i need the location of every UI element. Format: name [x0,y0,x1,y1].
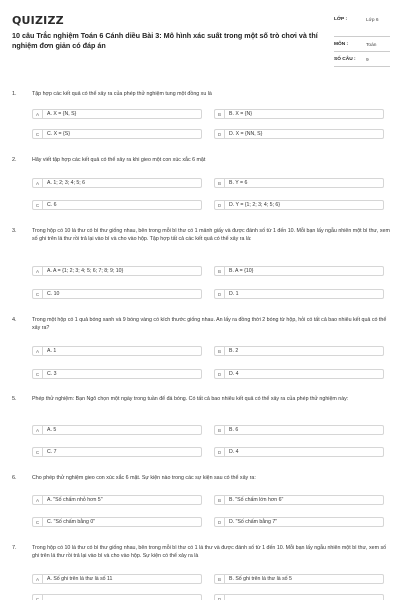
option-4d[interactable]: D D. 4 [214,369,384,379]
meta-divider [334,51,390,52]
option-6a[interactable]: A A. "Số chấm nhỏ hơn 5" [32,495,202,505]
question-number: 6. [12,475,17,481]
question-text: Tập hợp các kết quả có thể xảy ra của phép thử nghiệm tung một đồng xu là [32,91,212,97]
meta-key-class: LỚP : [334,17,348,22]
option-4c[interactable]: C C. 3 [32,369,202,379]
option-1a[interactable]: A A. X = {N, S} [32,109,202,119]
question-number: 1. [12,91,17,97]
meta-key-subject: MÔN : [334,42,349,47]
meta-divider [334,66,390,67]
meta-key-count: SỐ CÂU : [334,57,356,62]
option-7d[interactable]: D [214,594,384,600]
worksheet-title: 10 câu Trắc nghiệm Toán 6 Cánh diều Bài 3: Mô hình xác suất trong một số trò chơi và thí nghiệm đơn giản có đáp án [12,31,318,50]
option-5a[interactable]: A A. 5 [32,425,202,435]
question-text: Trong hộp có 10 lá thư có bì thư giống nhau, bên trong mỗi bì thư có 1 lá thư và được đánh số từ 1 đến 10. Mỗi bạn lấy ngẫu nhiên một bì thư, xem số ghi trên lá thư rồi trả lại vào bì và cho vào hộp. Sự kiện có thể xảy ra là [32,545,387,559]
question-number: 5. [12,396,17,402]
question-text: Hãy viết tập hợp các kết quả có thể xảy ra khi gieo một con xúc xắc 6 mặt [32,157,206,163]
worksheet-header [0,0,400,80]
option-2c[interactable]: C C. 6 [32,200,202,210]
question-number: 4. [12,317,17,323]
option-5d[interactable]: D D. 4 [214,447,384,457]
option-1d[interactable]: D D. X = {NN, S} [214,129,384,139]
meta-divider [334,36,390,37]
option-2b[interactable]: B B. Y = 6 [214,178,384,188]
question-number: 3. [12,228,17,234]
option-6b[interactable]: B B. "Số chấm lớn hơn 6" [214,495,384,505]
question-text: Cho phép thử nghiệm gieo con xúc xắc 6 mặt. Sự kiện nào trong các sự kiện sau có thể xảy ra: [32,475,256,481]
question-number: 7. [12,545,17,551]
option-2a[interactable]: A A. 1; 2; 3; 4; 5; 6 [32,178,202,188]
option-2d[interactable]: D D. Y = {1; 2; 3; 4; 5; 6} [214,200,384,210]
question-text: Trong một hộp có 1 quả bóng xanh và 9 bóng vàng có kích thước giống nhau. An lấy ra đồng thời 2 bóng từ hộp, hỏi có tất cả bao nhiêu kết quả có thể xảy ra? [32,317,387,331]
meta-value-subject: Toán [366,43,377,48]
option-5b[interactable]: B B. 6 [214,425,384,435]
question-text: Phép thử nghiệm: Bạn Ngô chọn một ngày trong tuần để đá bóng. Có tất cả bao nhiêu kết quả có thể xảy ra của phép thử nghiệm này: [32,396,349,402]
option-1c[interactable]: C C. X = {S} [32,129,202,139]
option-3d[interactable]: D D. 1 [214,289,384,299]
question-number: 2. [12,157,17,163]
option-4a[interactable]: A A. 1 [32,346,202,356]
option-5c[interactable]: C C. 7 [32,447,202,457]
option-7b[interactable]: B B. Số ghi trên lá thư là số 5 [214,574,384,584]
option-6c[interactable]: C C. "Số chấm bằng 0" [32,517,202,527]
option-3b[interactable]: B B. A = {10} [214,266,384,276]
question-text: Trong hộp có 10 lá thư có bì thư giống nhau, bên trong mỗi bì thư có 1 mảnh giấy và được đánh số từ 1 đến 10. Mỗi bạn lấy ngẫu nhiên một bì thư, xem số ghi trên lá thư rồi trả lại vào bì và cho vào hộp. Tập hợp tất cả các kết quả có thể xảy ra là: [32,228,390,242]
meta-value-class: Lớp 6 [366,18,379,23]
option-7a[interactable]: A A. Số ghi trên lá thư là số 11 [32,574,202,584]
meta-value-count: 9 [366,58,369,63]
option-6d[interactable]: D D. "Số chấm bằng 7" [214,517,384,527]
option-1b[interactable]: B B. X = {N} [214,109,384,119]
option-7c[interactable]: C [32,594,202,600]
quizizz-logo: QUIZIZZ [12,14,64,27]
option-3a[interactable]: A A. A = {1; 2; 3; 4; 5; 6; 7; 8; 9; 10} [32,266,202,276]
option-4b[interactable]: B B. 2 [214,346,384,356]
option-3c[interactable]: C C. 10 [32,289,202,299]
